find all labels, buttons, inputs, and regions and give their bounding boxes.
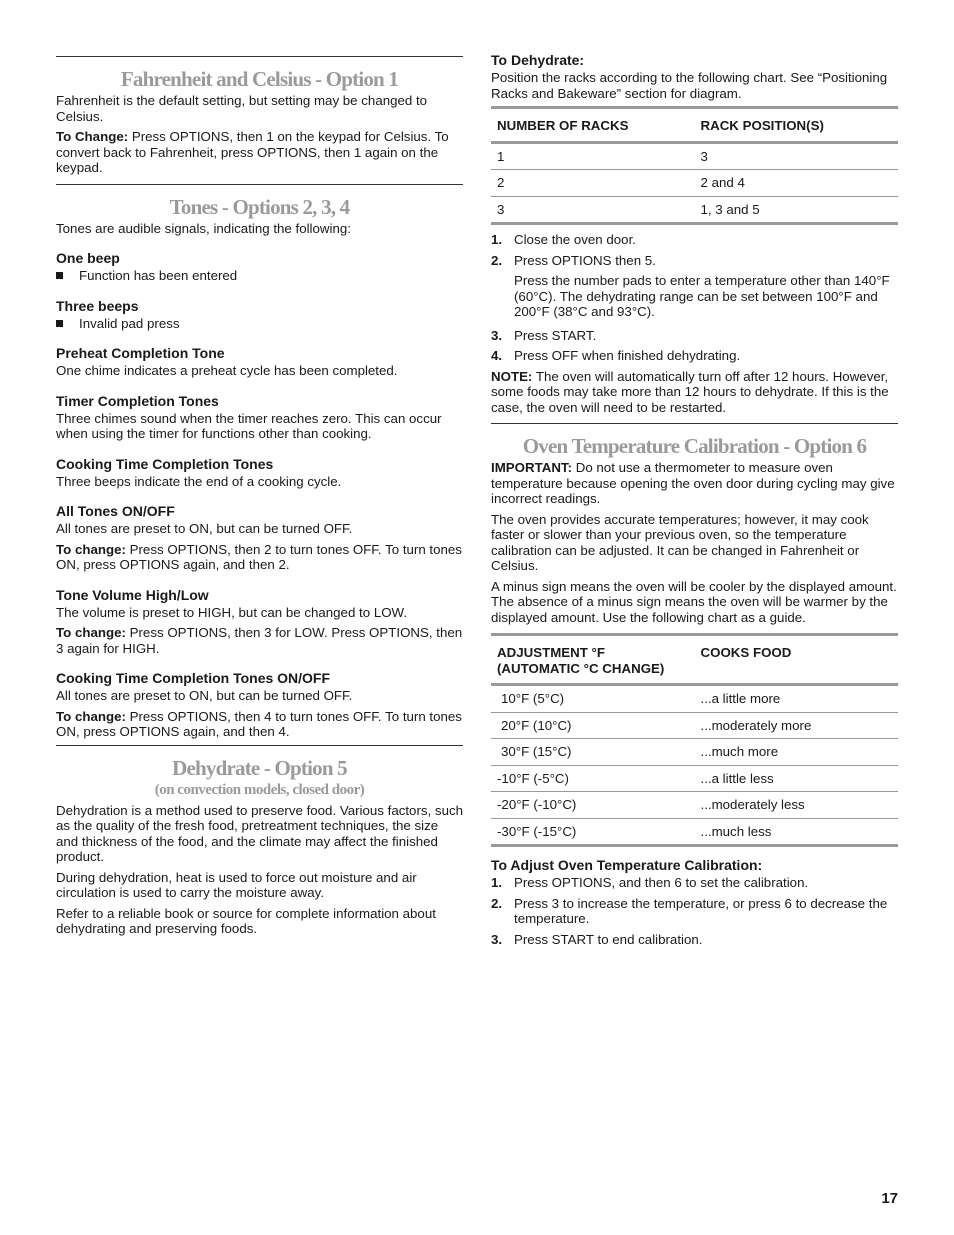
table-row (491, 142, 898, 170)
tones-section (56, 195, 463, 740)
paragraph: All tones are preset to ON, but can be turned OFF. (56, 688, 353, 703)
dehydrate-steps-continued (491, 328, 898, 364)
square-bullet-icon (56, 272, 63, 279)
step-number: 3. (491, 931, 503, 947)
paragraph: Dehydration is a method used to preserve food. Various factors, such as the quality of the fresh food, pretreatment techniques, the size and thickness of the food, and the climate may affect the finished product. (56, 802, 464, 864)
paragraph (56, 129, 463, 176)
table-row (491, 712, 898, 739)
step-number: 1. (491, 875, 503, 890)
column-header: RACK POSITION(S) (700, 118, 824, 133)
paragraph: Position the racks according to the following chart. See “Positioning Racks and Bakeware” section for diagram. (491, 70, 888, 101)
section-divider (56, 56, 463, 57)
table-header-row (491, 108, 898, 143)
step-number: 1. (491, 232, 503, 247)
step-text: Close the oven door. (514, 232, 636, 247)
header-line: ADJUSTMENT °F (497, 645, 605, 660)
table-cell: 2 and 4 (695, 170, 899, 197)
subheading: Timer Completion Tones (56, 392, 219, 409)
table-cell: -30°F (-15°C) (491, 818, 695, 846)
section-divider (56, 745, 463, 746)
table-cell: -20°F (-10°C) (491, 792, 695, 819)
table-cell: ...moderately more (695, 712, 899, 739)
paragraph: During dehydration, heat is used to force out moisture and air circulation is used to carry the moisture away. (56, 869, 417, 900)
section-heading: Fahrenheit and Celsius - Option 1 (120, 67, 399, 91)
subheading: All Tones ON/OFF (56, 503, 175, 519)
header-line: (AUTOMATIC °C CHANGE) (497, 660, 665, 676)
section-divider (491, 423, 898, 424)
step-number: 2. (491, 252, 503, 268)
table-row (491, 739, 898, 766)
table-row (491, 685, 898, 713)
subheading: Three beeps (56, 297, 139, 314)
list-item (491, 348, 898, 364)
table-cell: 10°F (5°C) (491, 685, 695, 713)
subheading: One beep (56, 250, 120, 266)
column-header: COOKS FOOD (700, 645, 792, 660)
list-item (491, 896, 898, 927)
text: Press OPTIONS, then 2 to turn tones OFF. To turn tones ON, press OPTIONS again, and then 2. (56, 541, 462, 572)
bullet-text: Invalid pad press (79, 315, 180, 331)
text: Press OPTIONS, then 3 for LOW. Press OPTIONS, then 3 again for HIGH. (56, 625, 463, 656)
subheading: Cooking Time Completion Tones ON/OFF (56, 670, 331, 686)
label: To change: (56, 708, 126, 724)
bullet-item (56, 268, 463, 284)
table-cell: ...a little less (695, 765, 899, 792)
text: Press OPTIONS, then 4 to turn tones OFF. To turn tones ON, press OPTIONS again, and then 4. (56, 708, 462, 739)
paragraph: Tones are audible signals, indicating the following: (56, 220, 351, 236)
table-row (491, 765, 898, 792)
table-cell: 3 (695, 142, 899, 170)
paragraph (56, 625, 463, 656)
section-subheading: (on convection models, closed door) (154, 781, 365, 798)
table-row (491, 196, 898, 224)
calibration-section (491, 434, 898, 947)
square-bullet-icon (56, 320, 63, 327)
step-detail: Press the number pads to enter a temperature other than 140°F (60°C). The dehydrating range can be set between 100°F and 200°F (38°C and 93°C). (514, 273, 890, 319)
table-row (491, 170, 898, 197)
page-number: 17 (881, 1190, 898, 1207)
bullet-item (56, 316, 463, 332)
subheading: Cooking Time Completion Tones (56, 455, 274, 472)
section-heading: Oven Temperature Calibration - Option 6 (522, 434, 867, 458)
paragraph: A minus sign means the oven will be cooler by the displayed amount. The absence of a minus sign means the oven will be warmer by the displayed amount. Use the following chart as a guide. (491, 578, 897, 625)
bullet-text: Function has been entered (79, 268, 238, 283)
table-cell: 2 (491, 170, 695, 197)
paragraph: Three chimes sound when the timer reaches zero. This can occur when using the timer for functions other than cooking. (56, 410, 442, 441)
calibration-steps (491, 875, 898, 947)
to-dehydrate-section (491, 52, 898, 415)
table-cell: 20°F (10°C) (491, 712, 695, 739)
table-cell: 1, 3 and 5 (695, 196, 899, 224)
step-number: 3. (491, 327, 503, 343)
step-text: Press 3 to increase the temperature, or press 6 to decrease the temperature. (514, 895, 888, 926)
table-header-row (491, 635, 898, 685)
table-cell: ...much less (695, 818, 899, 846)
rack-position-table (491, 106, 898, 225)
paragraph: Refer to a reliable book or source for complete information about dehydrating and preserving foods. (56, 905, 436, 936)
paragraph (491, 460, 898, 507)
fahrenheit-celsius-section (56, 67, 463, 176)
step-text: Press OPTIONS then 5. (514, 252, 656, 268)
subheading: Tone Volume High/Low (56, 586, 209, 603)
list-item (491, 253, 898, 269)
list-item (491, 328, 898, 344)
paragraph: Three beeps indicate the end of a cooking cycle. (56, 473, 342, 489)
left-column (56, 52, 463, 942)
table-cell: 3 (491, 196, 695, 224)
paragraph (56, 542, 463, 573)
dehydrate-section (56, 756, 463, 937)
list-item (491, 232, 898, 248)
subheading: To Adjust Oven Temperature Calibration: (491, 857, 763, 873)
text: Press OPTIONS, then 1 on the keypad for Celsius. To convert back to Fahrenheit, press OPTIONS, then 1 again on the keypad. (56, 129, 449, 175)
subheading: Preheat Completion Tone (56, 345, 225, 361)
step-text: Press OFF when finished dehydrating. (514, 348, 741, 363)
paragraph: The volume is preset to HIGH, but can be changed to LOW. (56, 604, 408, 620)
label: IMPORTANT: (491, 460, 573, 475)
section-heading: Tones - Options 2, 3, 4 (169, 194, 350, 219)
step-text: Press OPTIONS, and then 6 to set the calibration. (514, 875, 809, 890)
calibration-table (491, 633, 898, 847)
subheading: To Dehydrate: (491, 52, 585, 68)
table-cell: ...much more (695, 739, 899, 766)
label: To change: (56, 541, 126, 557)
paragraph: All tones are preset to ON, but can be turned OFF. (56, 521, 353, 536)
column-header: NUMBER OF RACKS (497, 118, 629, 133)
table-cell: 1 (491, 142, 695, 170)
paragraph: The oven provides accurate temperatures; however, it may cook faster or slower than your previous oven, so the temperature calibration can be adjusted. It can be changed in Fahrenheit or Celsius. (491, 511, 869, 573)
step-number: 2. (491, 895, 503, 911)
paragraph (56, 709, 463, 740)
list-item (491, 875, 898, 891)
step-number: 4. (491, 348, 503, 363)
step-text: Press START to end calibration. (514, 931, 703, 947)
paragraph: One chime indicates a preheat cycle has been completed. (56, 363, 398, 378)
column-header (491, 635, 695, 685)
step-text: Press START. (514, 327, 597, 343)
label: NOTE: (491, 368, 533, 384)
dehydrate-steps (491, 232, 898, 268)
right-column (491, 52, 898, 952)
label: To change: (56, 625, 126, 640)
note (491, 369, 898, 416)
table-cell: ...a little more (695, 685, 899, 713)
paragraph: Fahrenheit is the default setting, but setting may be changed to Celsius. (56, 93, 428, 124)
table-row (491, 818, 898, 846)
table-row (491, 792, 898, 819)
list-item (491, 932, 898, 948)
table-cell: 30°F (15°C) (491, 739, 695, 766)
table-cell: -10°F (-5°C) (491, 765, 695, 792)
text: The oven will automatically turn off after 12 hours. However, some foods may take more than 12 hours to dehydrate. If this is the case, the oven will need to be restarted. (491, 368, 889, 415)
text: Do not use a thermometer to measure oven temperature because opening the oven door during cycling may give incorrect readings. (491, 460, 895, 506)
label: To Change: (56, 129, 129, 144)
section-heading: Dehydrate - Option 5 (172, 755, 347, 780)
section-divider (56, 184, 463, 185)
table-cell: ...moderately less (695, 792, 899, 819)
